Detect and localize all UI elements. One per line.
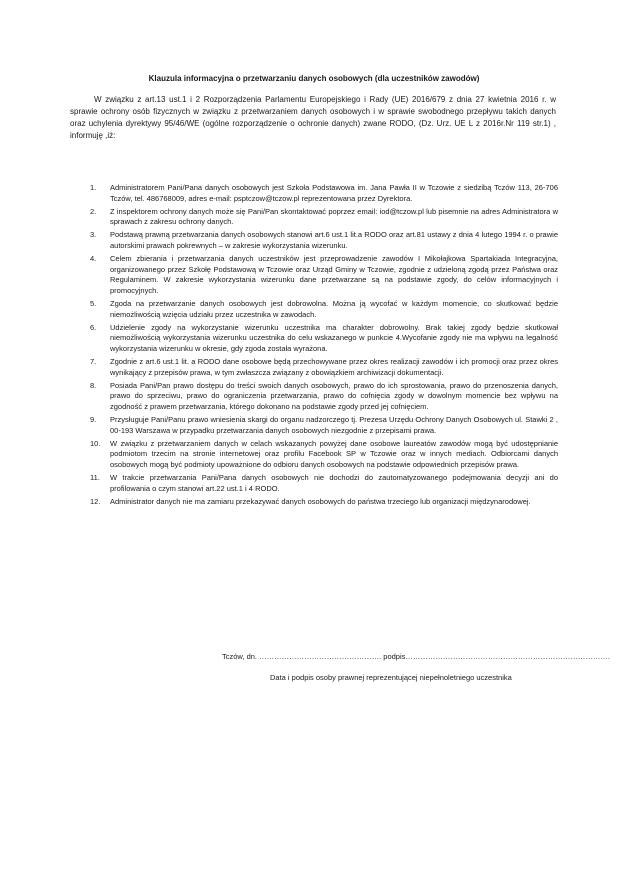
list-item-text: Celem zbierania i przetwarzania danych uczestników jest przeprowadzenie zawodów I Mikołajkowa Spartakiada Integracyjna, organizowanego przez Szkołę Podstawową w Tczowie oraz Urząd Gminy w Tczowie, zgodnie z udzieloną zgodą przez Państwa oraz Regulaminem. W zakresie wykorzystania wizerunku dane przetwarzane są na podstawie zgody, do celów informacyjnych i promocyjnych. xyxy=(110,253,558,296)
list-item xyxy=(70,183,558,205)
list-item-number: 3. xyxy=(90,230,97,240)
list-item-number: 9. xyxy=(90,414,97,424)
list-item xyxy=(70,299,558,321)
list-item-number: 6. xyxy=(90,322,97,332)
signature-caption: Data i podpis osoby prawnej reprezentującej niepełnoletniego uczestnika xyxy=(270,673,512,682)
list-item-number: 11. xyxy=(90,472,100,482)
list-item-number: 2. xyxy=(90,206,97,216)
list-item-number: 5. xyxy=(90,298,97,308)
list-item-number: 7. xyxy=(90,356,97,366)
list-item xyxy=(70,357,558,379)
list-item-text: Administratorem Pani/Pana danych osobowych jest Szkoła Podstawowa im. Jana Pawła II w Tczowie z siedzibą Tczów 113, 26-706 Tczów, tel. 486768009, adres e-mail: psptczow@tczow.pl reprezentowana przez Dyrektora. xyxy=(110,183,558,203)
list-item xyxy=(70,207,558,229)
list-item-number: 1. xyxy=(90,183,97,192)
list-item xyxy=(70,230,558,252)
list-item xyxy=(70,254,558,297)
list-item-text: Zgoda na przetwarzanie danych osobowych jest dobrowolna. Można ją wycofać w każdym momencie, co skutkować będzie niemożliwością wzięcia udziału przez uczestnika w zawodach. xyxy=(110,298,558,319)
clause-list xyxy=(70,183,558,509)
list-item-text: Z inspektorem ochrony danych może się Pani/Pan skontaktować poprzez email: iod@tczow.pl lub pisemnie na adres Administratora w sprawach z zakresu ochrony danych. xyxy=(110,206,558,227)
list-item-text: W trakcie przetwarzania Pani/Pana danych osobowych nie dochodzi do zautomatyzowanego podejmowania decyzji ani do profilowania o czym stanowi art.22 ust.1 i 4 RODO. xyxy=(110,472,558,493)
signature-line: Tczów, dn. …………………………………………. podpis………………………………………………………………………. xyxy=(222,652,610,661)
list-item-text: Administrator danych nie ma zamiaru przekazywać danych osobowych do państwa trzeciego lub organizacji międzynarodowej. xyxy=(110,496,531,506)
list-item-text: Przysługuje Pani/Panu prawo wniesienia skargi do organu nadzorczego tj. Prezesa Urzędu Ochrony Danych Osobowych ul. Stawki 2 , 00-193 Warszawa w przypadku przetwarzania danych osobowych niezgodnie z przepisami prawa. xyxy=(110,414,558,435)
list-item xyxy=(70,473,558,495)
list-item xyxy=(70,323,558,355)
list-item xyxy=(70,497,558,508)
list-item-number: 10. xyxy=(90,438,101,448)
list-item-text: W związku z przetwarzaniem danych w celach wskazanych powyżej dane osobowe laureatów zawodów mogą być udostępnianie podmiotom trzecim na stronie internetowej oraz profilu Facebook SP w Tczowie oraz w innych mediach. Odbiorcami danych osobowych mogą być podmioty upoważnione do odbioru danych osobowych na podstawie odpowiednich przepisów prawa. xyxy=(110,438,558,470)
list-item-number: 8. xyxy=(90,380,97,390)
list-item-number: 12. xyxy=(90,496,101,506)
list-item-text: Udzielenie zgody na wykorzystanie wizerunku uczestnika ma charakter dobrowolny. Brak takiej zgody będzie skutkował niemożliwością wykorzystania wizerunku uczestnika do celu wskazanego w punkcie 4.Wycofanie zgody nie ma wpływu na legalność wykorzystania wizerunku w okresie, gdy zgoda została wyrażona. xyxy=(110,322,558,354)
document-title: Klauzula informacyjna o przetwarzaniu danych osobowych (dla uczestników zawodów) xyxy=(148,74,480,83)
list-item-text: Zgodnie z art.6 ust.1 lit. a RODO dane osobowe będą przechowywane przez okres realizacji zawodów i ich promocji oraz przez okres wynikający z przepisów prawa, w tym zwłaszcza związany z obowiązkiem archiwizacji dokumentacji. xyxy=(110,356,558,377)
list-item xyxy=(70,439,558,471)
list-item xyxy=(70,415,558,437)
intro-paragraph: W związku z art.13 ust.1 i 2 Rozporządzenia Parlamentu Europejskiego i Rady (UE) 2016/679 z dnia 27 kwietnia 2016 r. w sprawie ochrony osób fizycznych w związku z przetwarzaniem danych osobowych i w sprawie swobodnego przepływu takich danych oraz uchylenia dyrektywy 95/46/WE (ogólne rozporządzenie o ochronie danych) zwane RODO, (Dz. Urz. UE L z 2016r.Nr 119 str.1) , informuję ,iż: xyxy=(70,95,556,140)
list-item-number: 4. xyxy=(90,253,97,263)
list-item-text: Podstawą prawną przetwarzania danych osobowych stanowi art.6 ust.1 lit.a RODO oraz art.81 ustawy z dnia 4 lutego 1994 r. o prawie autorskimi prawach pokrewnych – w zakresie wykorzystania wizerunku. xyxy=(110,230,558,250)
list-item xyxy=(70,381,558,413)
list-item-text: Posiada Pani/Pan prawo dostępu do treści swoich danych osobowych, prawo do ich sprostowania, prawo do przenoszenia danych, prawo do sprzeciwu, prawo do ograniczenia przetwarzania, prawo do cofnięcia zgody w dowolnym momencie bez wpływu na zgodność z prawem przetwarzania, którego dokonano na podstawie zgody przed jej cofnięciem. xyxy=(110,380,558,412)
